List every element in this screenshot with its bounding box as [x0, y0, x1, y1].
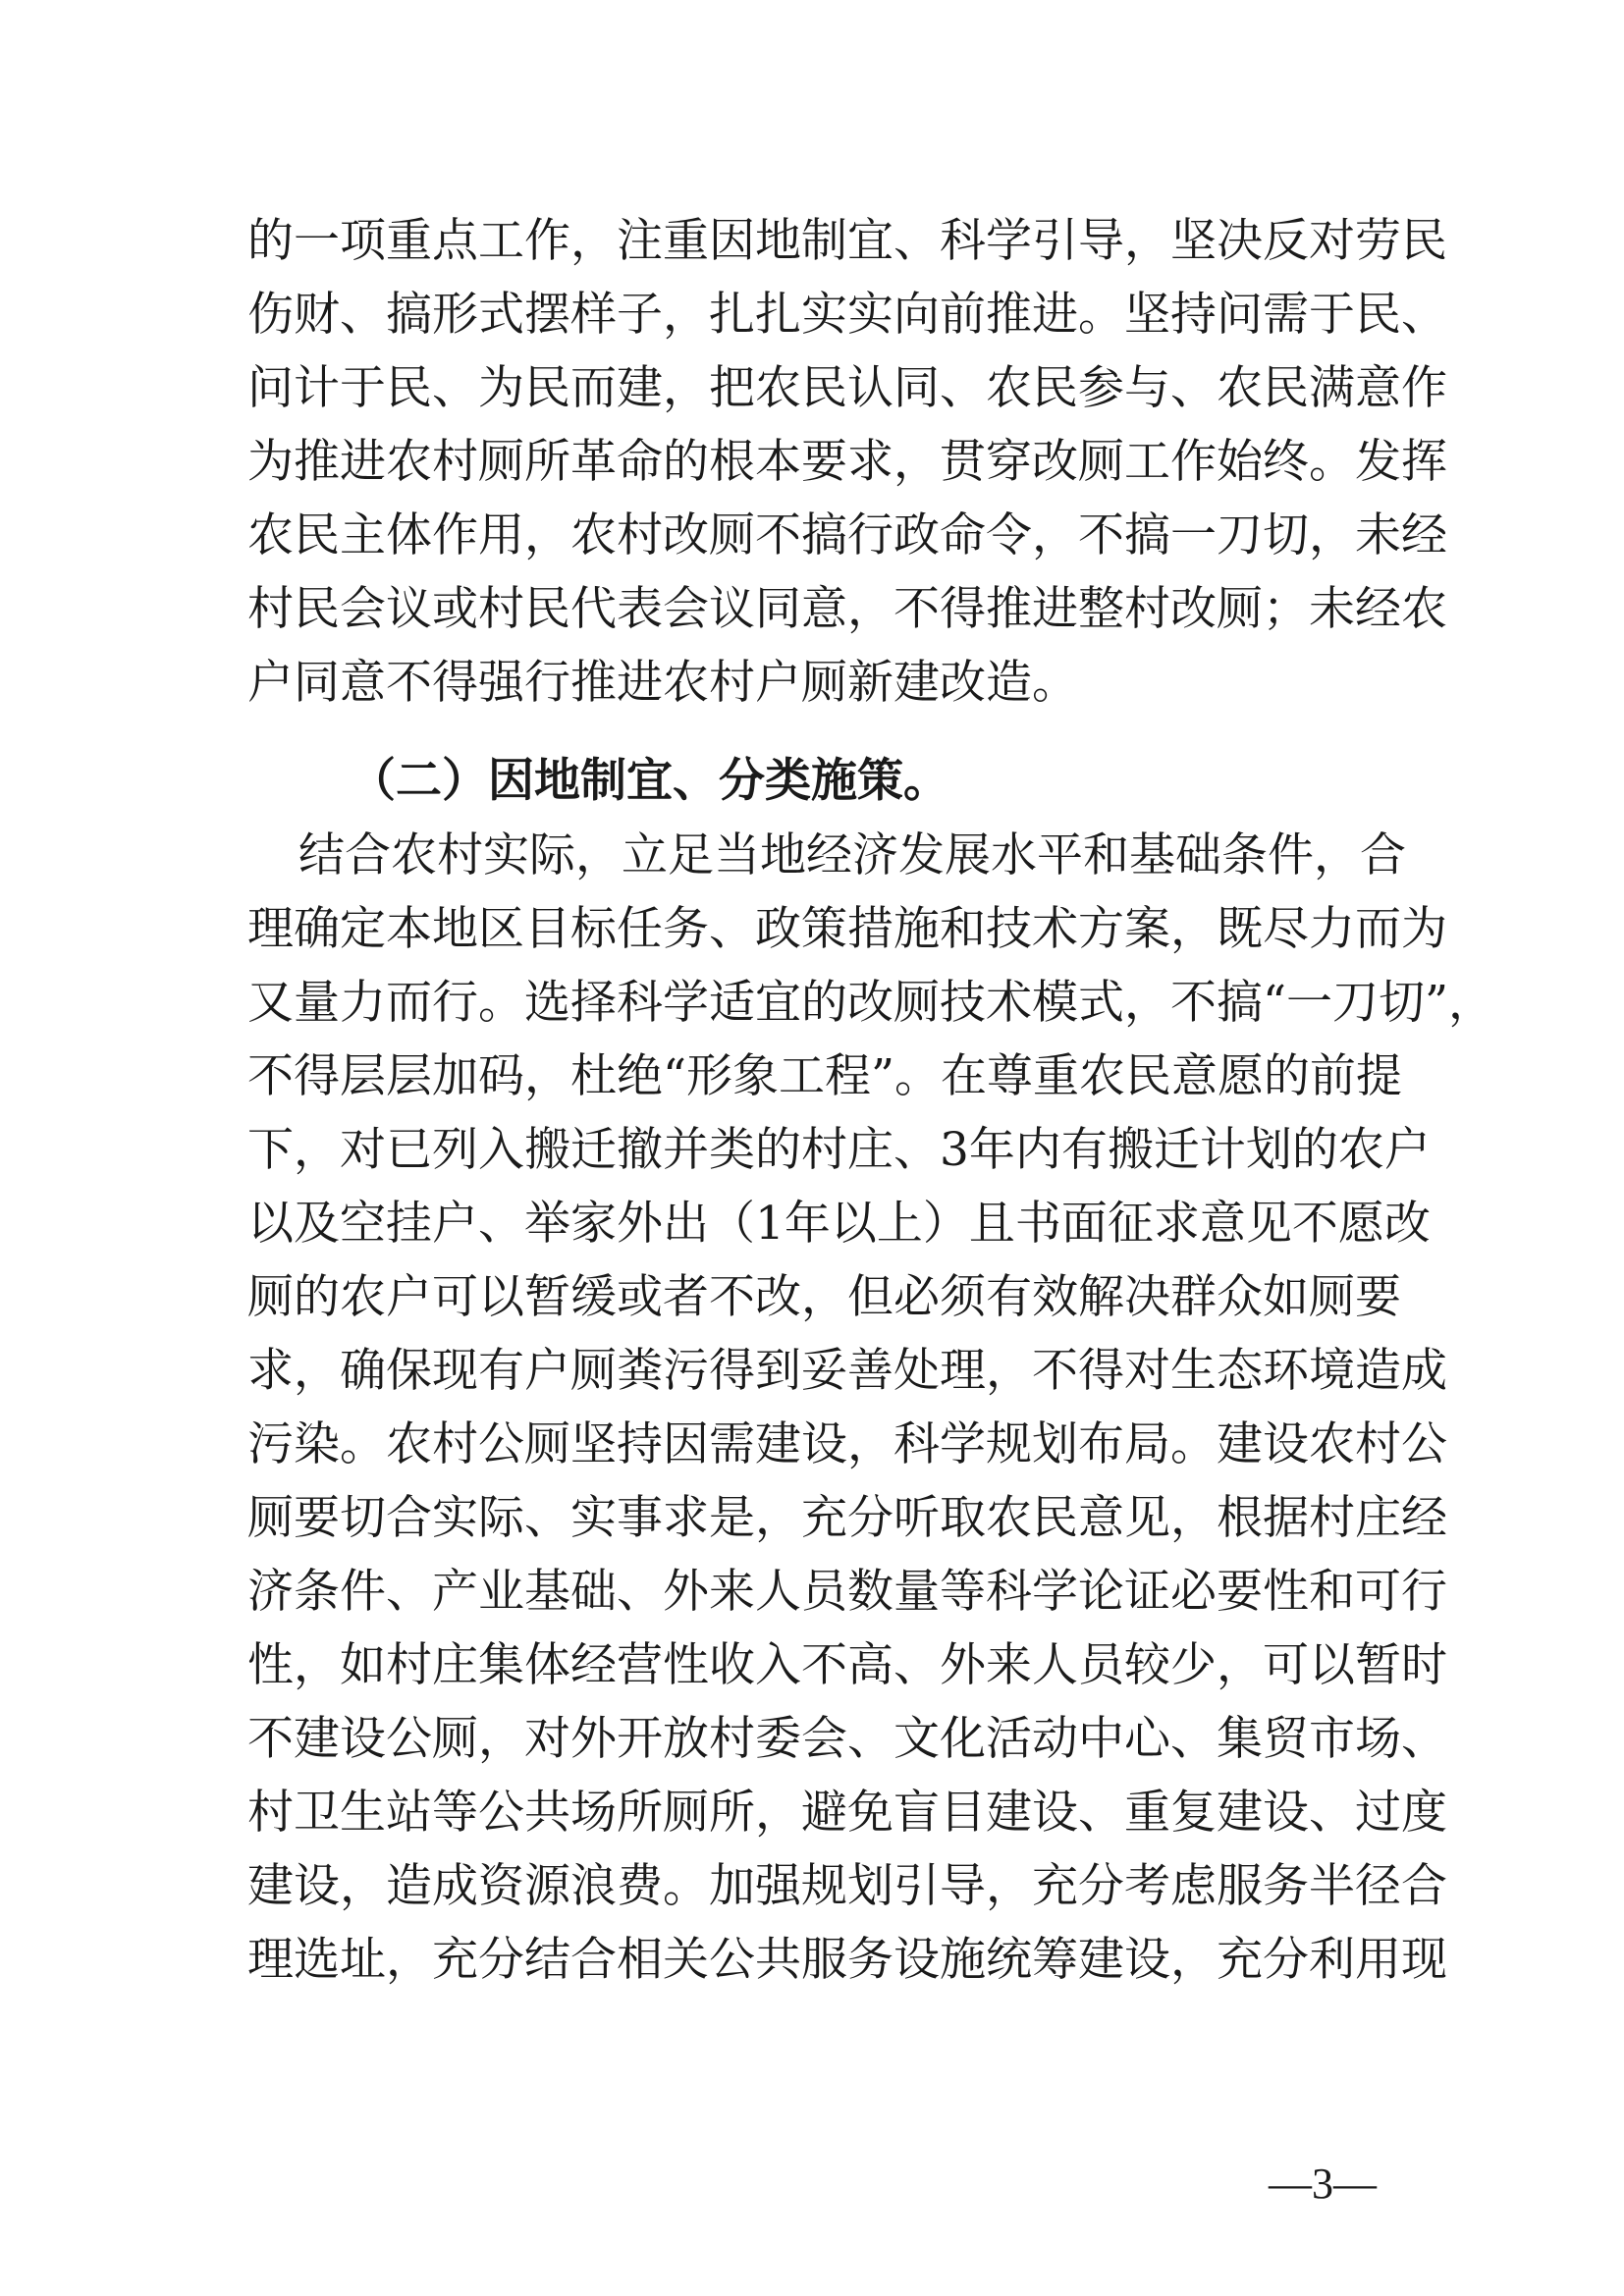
body-text-line: 为推进农村厕所革命的根本要求，贯穿改厕工作始终。发挥 — [247, 435, 1447, 489]
section-heading: （二）因地制宜、分类施策。 — [350, 754, 949, 808]
page-number: —3— — [1269, 2160, 1377, 2208]
body-text-line: 厕的农户可以暂缓或者不改，但必须有效解决群众如厕要 — [247, 1270, 1401, 1324]
body-text-line: 建设，造成资源浪费。加强规划引导，充分考虑服务半径合 — [247, 1859, 1447, 1913]
body-text-line: 理选址，充分结合相关公共服务设施统筹建设，充分利用现 — [247, 1933, 1447, 1987]
body-text-line: 污染。农村公厕坚持因需建设，科学规划布局。建设农村公 — [247, 1417, 1447, 1471]
body-text-line: 伤财、搞形式摆样子，扎扎实实向前推进。坚持问需于民、 — [247, 288, 1447, 342]
body-text-line: 村民会议或村民代表会议同意，不得推进整村改厕；未经农 — [247, 582, 1447, 636]
body-text-line: 下，对已列入搬迁撤并类的村庄、3年内有搬迁计划的农户 — [247, 1123, 1431, 1177]
body-text-line: 的一项重点工作，注重因地制宜、科学引导，坚决反对劳民 — [247, 214, 1447, 268]
body-text-line: 又量力而行。选择科学适宜的改厕技术模式，不搞“一刀切”， — [247, 976, 1495, 1030]
body-text-line: 村卫生站等公共场所厕所，避免盲目建设、重复建设、过度 — [247, 1786, 1447, 1840]
body-text-line: 性，如村庄集体经营性收入不高、外来人员较少，可以暂时 — [247, 1638, 1447, 1692]
body-text-line: 户同意不得强行推进农村户厕新建改造。 — [247, 656, 1078, 710]
body-text-line: 以及空挂户、举家外出（1年以上）且书面征求意见不愿改 — [247, 1197, 1431, 1251]
body-text-line: 农民主体作用，农村改厕不搞行政命令，不搞一刀切，未经 — [247, 508, 1447, 562]
body-text-line: 厕要切合实际、实事求是，充分听取农民意见，根据村庄经 — [247, 1491, 1447, 1545]
body-text-line: 济条件、产业基础、外来人员数量等科学论证必要性和可行 — [247, 1565, 1447, 1619]
body-text-line: 不得层层加码，杜绝“形象工程”。在尊重农民意愿的前提 — [247, 1049, 1403, 1103]
body-text-line: 问计于民、为民而建，把农民认同、农民参与、农民满意作 — [247, 361, 1447, 415]
body-text-line: 理确定本地区目标任务、政策措施和技术方案，既尽力而为 — [247, 902, 1447, 956]
paragraph-first-line: 结合农村实际，立足当地经济发展水平和基础条件，合 — [298, 828, 1406, 882]
body-text-line: 不建设公厕，对外开放村委会、文化活动中心、集贸市场、 — [247, 1712, 1447, 1766]
body-text-line: 求，确保现有户厕粪污得到妥善处理，不得对生态环境造成 — [247, 1344, 1447, 1398]
